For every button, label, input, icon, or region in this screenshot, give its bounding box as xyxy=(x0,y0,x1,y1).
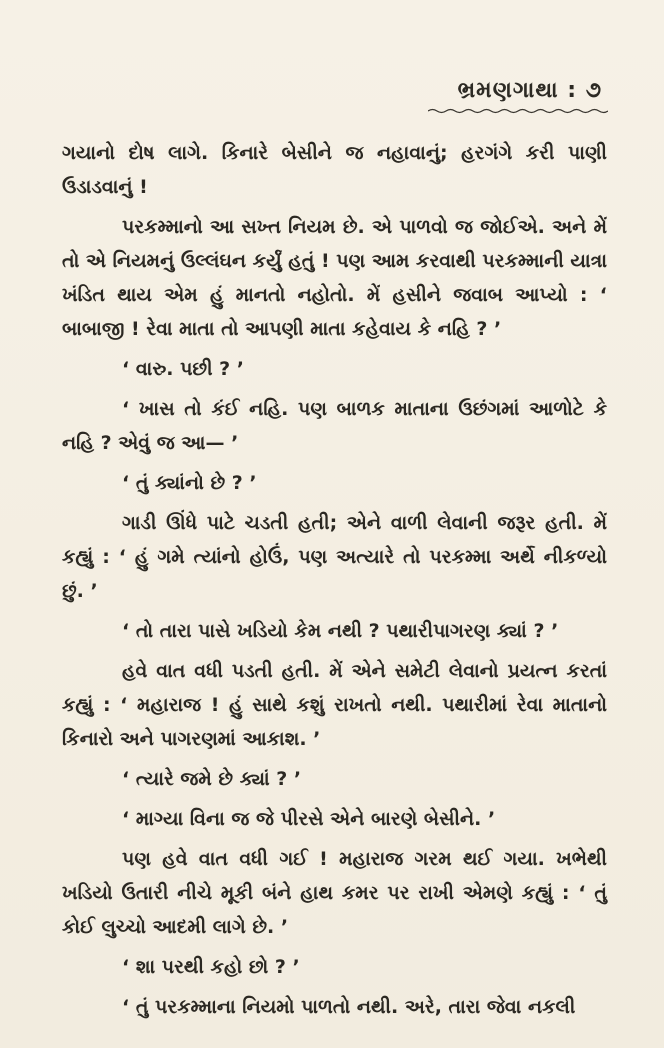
body-text xyxy=(62,136,607,1030)
running-header: ભ્રમણગાથા : ૭ xyxy=(457,78,602,103)
paragraph: ‘ શા પરથી કહો છો ? ’ xyxy=(122,956,300,978)
paragraph: હવે વાત વધી પડતી હતી. મેં એને સમેટી લેવાનો પ્રયત્ન કરતાં કહ્યું : ‘ મહારાજ ! હું સાથે કશું રાખતો નથી. પથારીમાં રેવા માતાનો કિનારો અને પાગરણમાં આકાશ. ’ xyxy=(62,660,607,750)
paragraph: ‘ માગ્યા વિના જ જે પીરસે એને બારણે બેસીને. ’ xyxy=(122,808,496,830)
paragraph: ‘ તો તારા પાસે ખડિયો કેમ નથી ? પથારીપાગરણ ક્યાં ? ’ xyxy=(122,620,559,642)
paragraph: પરકમ્માનો આ સખ્ત નિયમ છે. એ પાળવો જ જોઈએ. અને મેં તો એ નિયમનું ઉલ્લંઘન કર્યું હતું ! પણ આમ કરવાથી પરકમ્માની યાત્રા ખંડિત થાય એમ હું માનતો નહોતો. મેં હસીને જવાબ આપ્યો : ‘ બાબાજી ! રેવા માતા તો આપણી માતા કહેવાય કે નહિ ? ’ xyxy=(62,216,607,340)
header-wavy-rule xyxy=(428,108,608,114)
paragraph: ‘ તું પરકમ્માના નિયમો પાળતો નથી. અરે, તારા જેવા નકલી xyxy=(122,996,576,1018)
paragraph: ગયાનો દોષ લાગે. કિનારે બેસીને જ નહાવાનું; હરગંગે કરી પાણી ઉડાડવાનું ! xyxy=(62,142,607,198)
paragraph: ગાડી ઊંધે પાટે ચડતી હતી; એને વાળી લેવાની જરૂર હતી. મેં કહ્યું : ‘ હું ગમે ત્યાંનો હોઉં, પણ અત્યારે તો પરકમ્મા અર્થે નીકળ્યો છું. ’ xyxy=(62,512,607,602)
paragraph: ‘ ખાસ તો કંઈ નહિ. પણ બાળક માતાના ઉછંગમાં આળોટે કે નહિ ? એવું જ આ— ’ xyxy=(62,398,607,454)
paragraph: ‘ ત્યારે જમે છે ક્યાં ? ’ xyxy=(122,768,302,790)
paragraph: પણ હવે વાત વધી ગઈ ! મહારાજ ગરમ થઈ ગયા. ખભેથી ખડિયો ઉતારી નીચે મૂકી બંને હાથ કમર પર રાખી એમણે કહ્યું : ‘ તું કોઈ લુચ્ચો આદમી લાગે છે. ’ xyxy=(62,848,607,938)
paragraph: ‘ વારુ. પછી ? ’ xyxy=(122,358,245,380)
paragraph: ‘ તું ક્યાંનો છે ? ’ xyxy=(122,472,257,494)
